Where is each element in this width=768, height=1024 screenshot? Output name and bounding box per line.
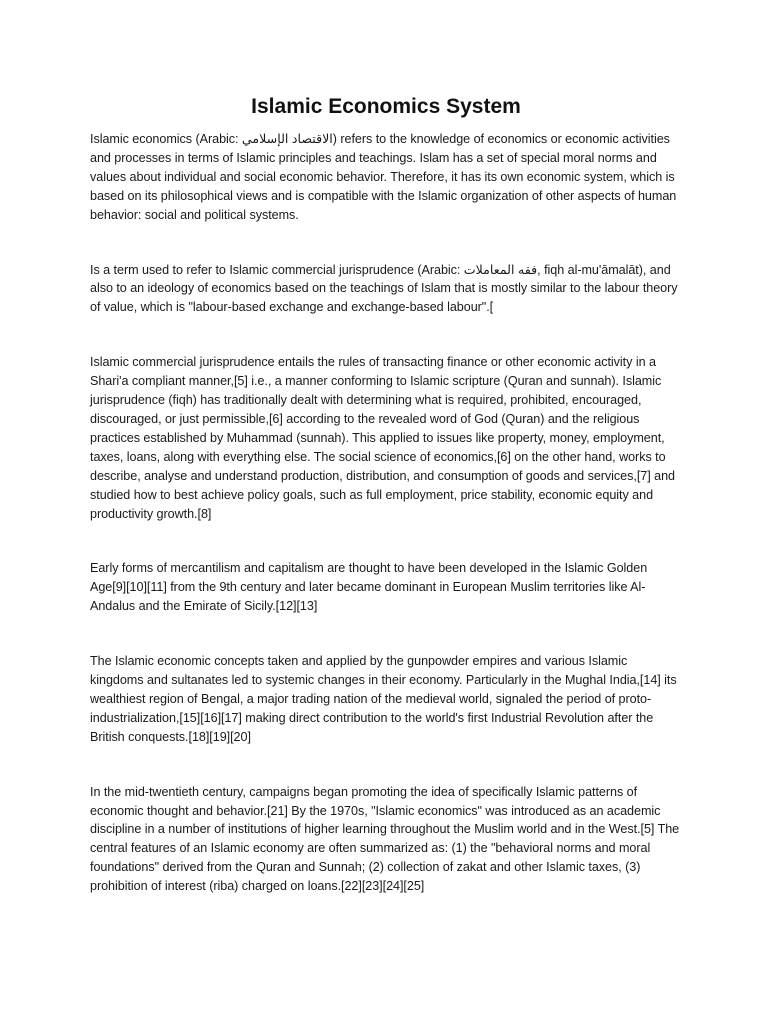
- document-title: Islamic Economics System: [251, 95, 521, 118]
- paragraph-mercantilism-capitalism: Early forms of mercantilism and capitalism are thought to have been developed in the Islamic Golden Age[9][10][11] from the 9th century and later became dominant in European Muslim territories like Al-Andalus and the Emirate of Sicily.[12][13]: [90, 561, 648, 614]
- paragraph-commercial-jurisprudence-rules: Islamic commercial jurisprudence entails the rules of transacting finance or other economic activity in a Shari'a compliant manner,[5] i.e., a manner conforming to Islamic scripture (Quran and sunnah). Islamic jurisprudence (fiqh) has traditionally dealt with determining what is required, prohibited, encouraged, discouraged, or just permissible,[6] according to the revealed word of God (Quran) and the religious practices established by Muhammad (sunnah). This applied to issues like property, money, employment, taxes, loans, along with everything else. The social science of economics,[6] on the other hand, works to describe, analyse and understand production, distribution, and consumption of goods and services,[7] and studied how to best achieve policy goals, such as full employment, price stability, economic equity and productivity growth.[8]: [90, 355, 675, 521]
- paragraph-commercial-jurisprudence-term: Is a term used to refer to Islamic commercial jurisprudence (Arabic: فقه المعاملات, fiqh al-mu'āmalāt), and also to an ideology of economics based on the teachings of Islam that is mostly similar to the labour theory of value, which is "labour-based exchange and exchange-based labour".[: [90, 262, 678, 315]
- paragraph-mid-twentieth-century: In the mid-twentieth century, campaigns began promoting the idea of specifically Islamic patterns of economic thought and behavior.[21] By the 1970s, "Islamic economics" was introduced as an academic discipline in a number of institutions of higher learning throughout the Muslim world and in the West.[5] The central features of an Islamic economy are often summarized as: (1) the "behavioral norms and moral foundations" derived from the Quran and Sunnah; (2) collection of zakat and other Islamic taxes, (3) prohibition of interest (riba) charged on loans.[22][23][24][25]: [90, 784, 680, 894]
- paragraph-islamic-economics-definition: Islamic economics (Arabic: الاقتصاد الإسلامي) refers to the knowledge of economics or economic activities and processes in terms of Islamic principles and teachings. Islam has a set of special moral norms and values about individual and social economic behavior. Therefore, it has its own economic system, which is based on its philosophical views and is compatible with the Islamic organization of other aspects of human behavior: social and political systems.: [90, 132, 677, 222]
- paragraph-gunpowder-empires: The Islamic economic concepts taken and applied by the gunpowder empires and various Islamic kingdoms and sultanates led to systemic changes in their economy. Particularly in the Mughal India,[14] its wealthiest region of Bengal, a major trading nation of the medieval world, signaled the period of proto-industrialization,[15][16][17] making direct contribution to the world's first Industrial Revolution after the British conquests.[18][19][20]: [90, 654, 677, 744]
